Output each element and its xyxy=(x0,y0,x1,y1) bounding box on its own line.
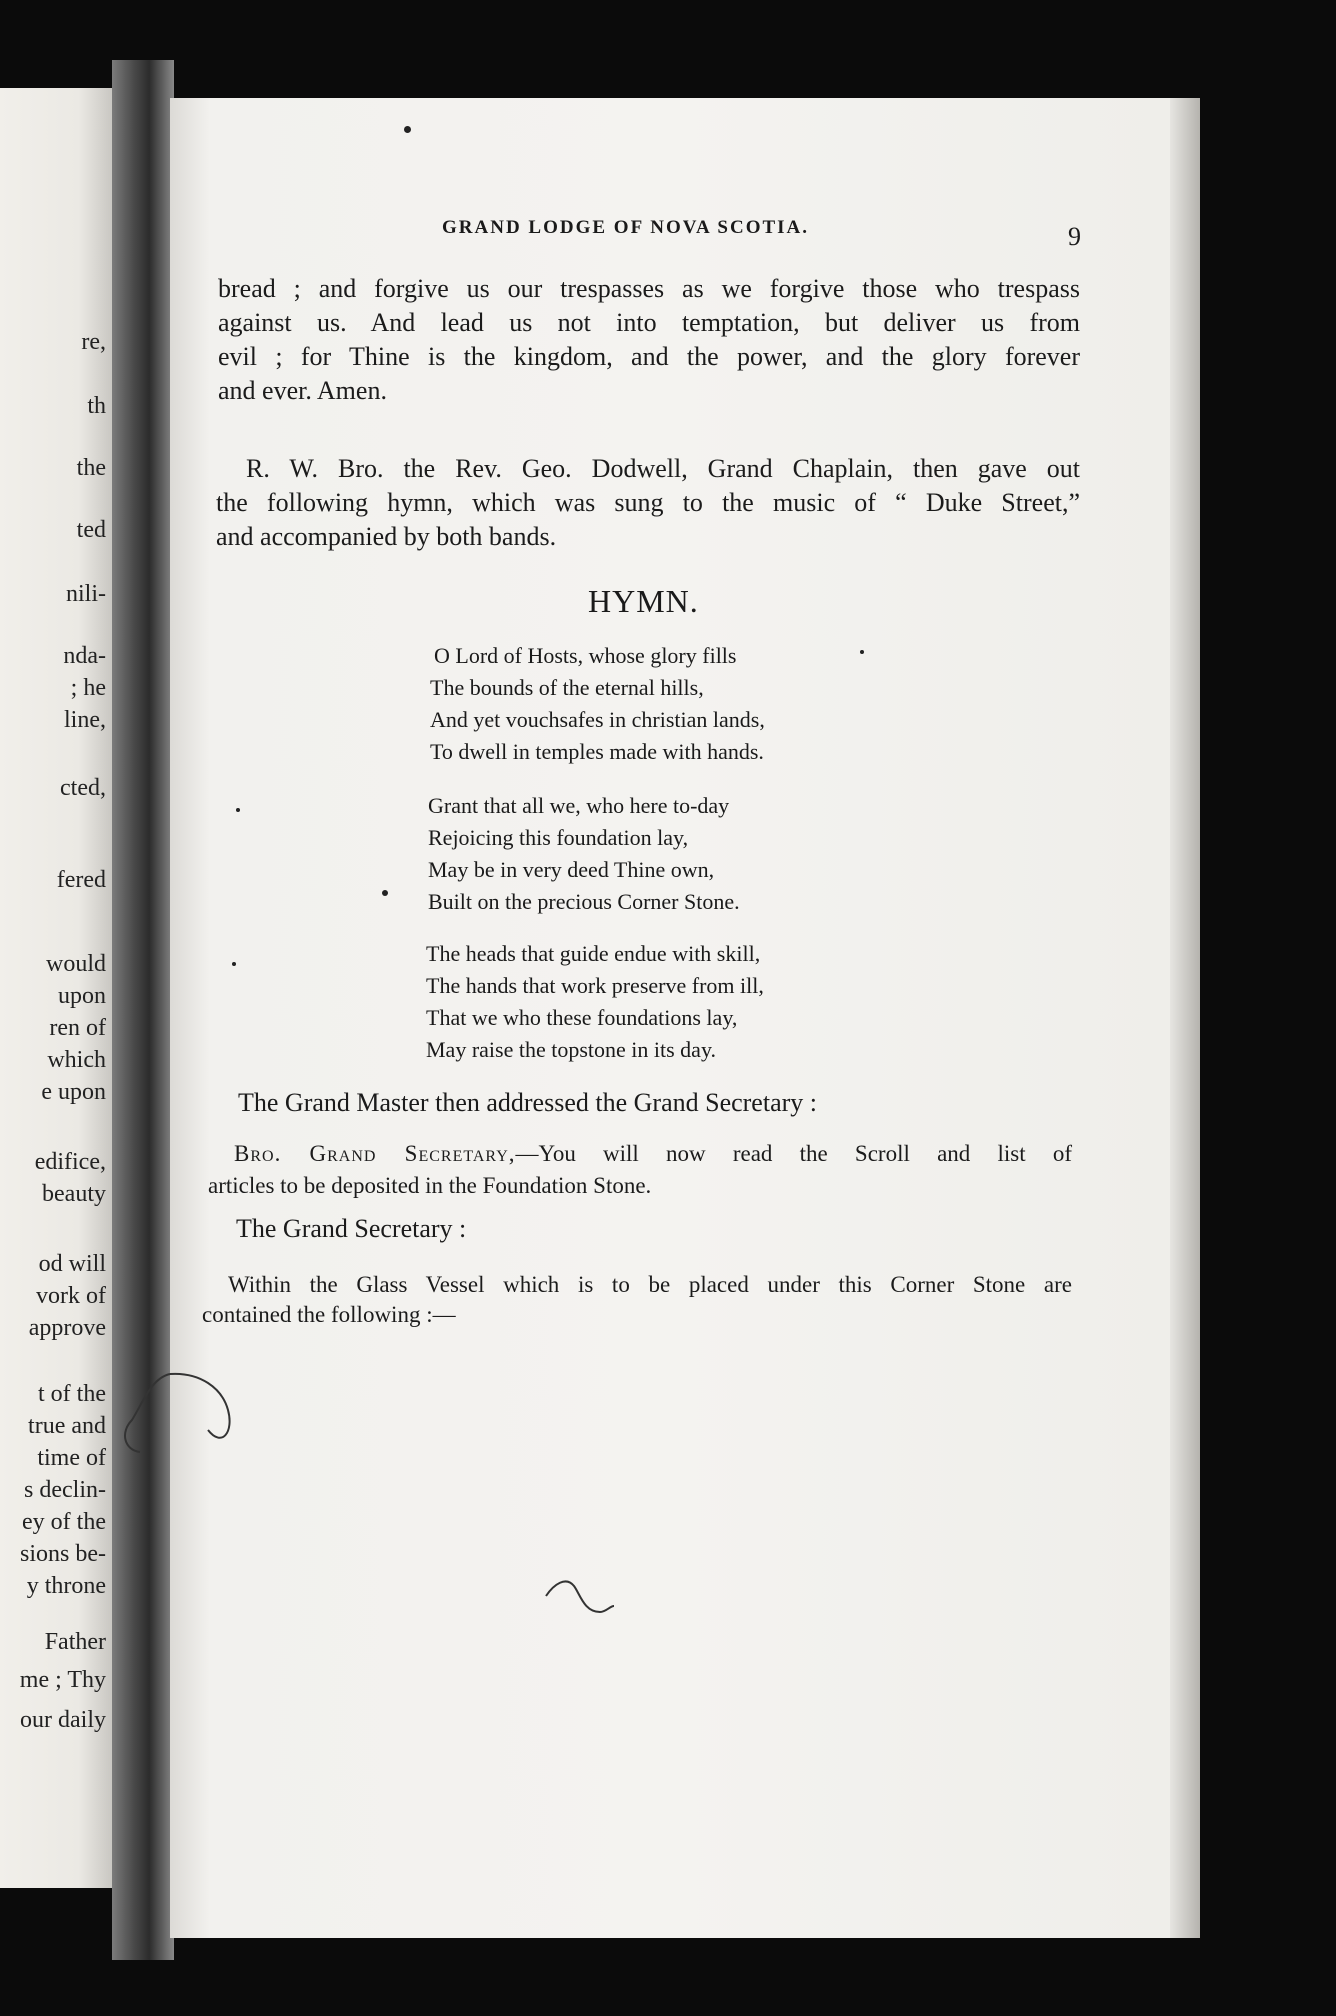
hymn-line: That we who these foundations lay, xyxy=(426,1005,738,1030)
hymn-line: May raise the topstone in its day. xyxy=(426,1037,717,1062)
hymn-line: Rejoicing this foundation lay, xyxy=(428,825,689,850)
grand-master-line xyxy=(238,1086,817,1120)
left-page-line-fragment: y throne xyxy=(26,1573,106,1599)
left-page-line-fragment: ; he xyxy=(70,675,106,701)
address-small-caps: Bro. Grand Secretary, xyxy=(234,1141,516,1166)
left-page-line-fragment: beauty xyxy=(42,1181,106,1207)
grand-secretary-heading xyxy=(236,1212,466,1246)
scan-speck xyxy=(860,650,864,654)
paragraph-line: evil ; for Thine is the kingdom, and the power, and the glory forever xyxy=(218,342,1080,371)
left-page-line-fragment: cted, xyxy=(60,775,106,801)
paragraph-line: R. W. Bro. the Rev. Geo. Dodwell, Grand Chaplain, then gave out xyxy=(246,454,1080,483)
left-page-line-fragment: ted xyxy=(76,517,106,543)
paragraph-line: Within the Glass Vessel which is to be placed under this Corner Stone are xyxy=(228,1272,1072,1297)
left-page-line-fragment: e upon xyxy=(41,1079,106,1105)
paragraph-line: The Grand Master then addressed the Grand Secretary : xyxy=(238,1088,817,1117)
left-page-line-fragment: vork of xyxy=(36,1283,106,1309)
scan-speck xyxy=(236,808,240,812)
paragraph-line: articles to be deposited in the Foundation Stone. xyxy=(208,1173,652,1198)
hymn-line: Built on the precious Corner Stone. xyxy=(428,889,740,914)
left-facing-page-fragment xyxy=(0,88,112,1888)
hymn-title: HYMN. xyxy=(588,583,699,619)
paragraph-line: and accompanied by both bands. xyxy=(216,522,557,551)
left-page-line-fragment: approve xyxy=(28,1315,106,1341)
paragraph-line: The Grand Secretary : xyxy=(236,1214,467,1243)
hymn-line: O Lord of Hosts, whose glory fills xyxy=(434,643,737,668)
left-page-line-fragment: s declin- xyxy=(24,1477,106,1503)
paragraph-line: and ever. Amen. xyxy=(218,376,387,405)
hymn-line: The hands that work preserve from ill, xyxy=(426,973,764,998)
chaplain-paragraph xyxy=(216,452,1080,554)
paragraph-line xyxy=(208,1138,1072,1170)
scan-speck xyxy=(232,962,236,966)
hymn-line: The bounds of the eternal hills, xyxy=(430,675,704,700)
pencil-mark xyxy=(544,1572,624,1622)
left-page-line-fragment: would xyxy=(46,951,106,977)
running-head: GRAND LODGE OF NOVA SCOTIA. xyxy=(442,217,810,238)
grand-secretary-instruction xyxy=(208,1138,1072,1202)
left-page-line-fragment: Father xyxy=(44,1629,106,1655)
paragraph-line: against us. And lead us not into temptation, but deliver us from xyxy=(218,308,1080,337)
left-page-line-fragment: re, xyxy=(81,329,106,355)
left-page-line-fragment: time of xyxy=(37,1445,106,1471)
pencil-mark xyxy=(110,1370,260,1480)
left-page-line-fragment: fered xyxy=(56,867,106,893)
left-page-line-fragment: ren of xyxy=(49,1015,106,1041)
hymn-line: May be in very deed Thine own, xyxy=(428,857,715,882)
left-page-line-fragment: true and xyxy=(28,1413,106,1439)
page-number: 9 xyxy=(1068,222,1081,251)
left-page-line-fragment: our daily xyxy=(20,1707,106,1733)
page-edge-shadow xyxy=(1170,98,1200,1938)
left-page-line-fragment: upon xyxy=(58,983,106,1009)
left-page-line-fragment: the xyxy=(76,455,106,481)
left-page-line-fragment: od will xyxy=(38,1251,106,1277)
scan-speck xyxy=(404,126,411,133)
left-page-line-fragment: sions be- xyxy=(20,1541,106,1567)
left-page-line-fragment: th xyxy=(87,393,106,419)
hymn-line: The heads that guide endue with skill, xyxy=(426,941,761,966)
hymn-stanza-1 xyxy=(430,640,765,768)
paragraph-line: bread ; and forgive us our trespasses as we forgive those who trespass xyxy=(218,274,1080,303)
prayer-conclusion-paragraph xyxy=(218,272,1080,408)
left-page-line-fragment: which xyxy=(47,1047,106,1073)
hymn-line: Grant that all we, who here to-day xyxy=(428,793,730,818)
book-gutter-shadow xyxy=(112,60,174,1960)
left-page-line-fragment: line, xyxy=(64,707,106,733)
hymn-stanza-3 xyxy=(426,938,764,1066)
left-page-line-fragment: t of the xyxy=(38,1381,106,1407)
hymn-line: To dwell in temples made with hands. xyxy=(430,739,764,764)
left-page-line-fragment: me ; Thy xyxy=(19,1667,106,1693)
left-page-line-fragment: ey of the xyxy=(22,1509,106,1535)
hymn-stanza-2 xyxy=(428,790,740,918)
left-page-line-fragment: nda- xyxy=(63,643,106,669)
scan-speck xyxy=(382,890,388,896)
left-page-line-fragment: edifice, xyxy=(34,1149,106,1175)
paragraph-line: the following hymn, which was sung to the music of “ Duke Street,” xyxy=(216,488,1080,517)
paragraph-line: contained the following :— xyxy=(202,1302,456,1327)
left-page-line-fragment: nili- xyxy=(66,581,106,607)
instruction-text: —You will now read the Scroll and list of xyxy=(515,1141,1072,1166)
hymn-line: And yet vouchsafes in christian lands, xyxy=(430,707,765,732)
glass-vessel-paragraph xyxy=(202,1270,1072,1330)
